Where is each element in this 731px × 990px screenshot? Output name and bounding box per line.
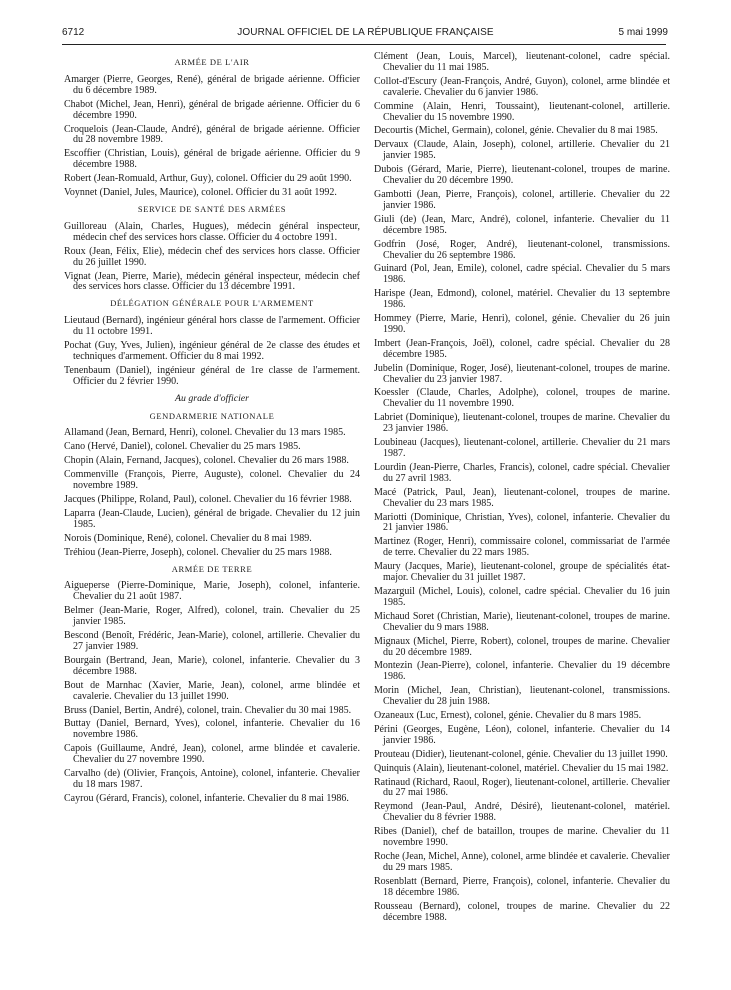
nomination-entry: Ozaneaux (Luc, Ernest), colonel, génie. Chevalier du 8 mars 1985.	[374, 710, 642, 722]
nomination-entry: Commenville (François, Pierre, Auguste), colonel. Chevalier du 24 novembre 1989.	[64, 469, 360, 492]
nomination-entry: Jubelin (Dominique, Roger, José), lieutenant-colonel, troupes de marine. Chevalier du 23 janvier 1987.	[374, 362, 670, 385]
left-column	[64, 52, 360, 808]
nomination-entry: Imbert (Jean-François, Joël), colonel, cadre spécial. Chevalier du 28 décembre 1985.	[374, 337, 670, 360]
nomination-entry: Maury (Jacques, Marie), lieutenant-colonel, groupe de spécialités état-major. Chevalier du 31 juillet 1987.	[374, 561, 670, 584]
nomination-entry: Montezin (Jean-Pierre), colonel, infanterie. Chevalier du 19 décembre 1986.	[374, 660, 670, 683]
nomination-entry: Michaud Soret (Christian, Marie), lieutenant-colonel, troupes de marine. Chevalier du 9 mars 1988.	[374, 610, 670, 633]
nomination-entry: Vignat (Jean, Pierre, Marie), médecin général inspecteur, médecin chef des services hors classe. Officier du 13 décembre 1991.	[64, 270, 360, 293]
nomination-entry: Ribes (Daniel), chef de bataillon, troupes de marine. Chevalier du 11 novembre 1990.	[374, 826, 670, 849]
section-heading: ARMÉE DE TERRE	[171, 563, 253, 574]
nomination-entry: Aigueperse (Pierre-Dominique, Marie, Joseph), colonel, infanterie. Chevalier du 21 août 1987.	[64, 580, 360, 603]
nomination-entry: Laparra (Jean-Claude, Lucien), général de brigade. Chevalier du 12 juin 1985.	[64, 507, 360, 530]
nomination-entry: Tenenbaum (Daniel), ingénieur général de 1re classe de l'armement. Officier du 2 février 1990.	[64, 364, 360, 387]
nomination-entry: Macé (Patrick, Paul, Jean), lieutenant-colonel, troupes de marine. Chevalier du 23 mars 1985.	[374, 486, 670, 509]
nomination-entry: Godfrin (José, Roger, André), lieutenant-colonel, transmissions. Chevalier du 26 septembre 1986.	[374, 238, 670, 261]
nomination-entry: Voynnet (Daniel, Jules, Maurice), colonel. Officier du 31 août 1992.	[64, 187, 337, 199]
nomination-entry: Capois (Guillaume, André, Jean), colonel, arme blindée et cavalerie. Chevalier du 27 novembre 1990.	[64, 743, 360, 766]
nomination-entry: Decourtis (Michel, Germain), colonel, génie. Chevalier du 8 mai 1985.	[374, 125, 658, 137]
nomination-entry: Rosenblatt (Bernard, Pierre, François), colonel, infanterie. Chevalier du 18 décembre 1986.	[374, 875, 670, 898]
nomination-entry: Collot-d'Escury (Jean-François, André, Guyon), colonel, arme blindée et cavalerie. Chevalier du 6 janvier 1986.	[374, 75, 670, 98]
nomination-entry: Mariotti (Dominique, Christian, Yves), colonel, infanterie. Chevalier du 21 janvier 1986.	[374, 511, 670, 534]
nomination-entry: Reymond (Jean-Paul, André, Désiré), lieutenant-colonel, matériel. Chevalier du 8 février 1988.	[374, 801, 670, 824]
nomination-entry: Robert (Jean-Romuald, Arthur, Guy), colonel. Officier du 29 août 1990.	[64, 173, 352, 185]
section-heading: GENDARMERIE NATIONALE	[149, 410, 275, 421]
nomination-entry: Périni (Georges, Eugène, Léon), colonel, infanterie. Chevalier du 14 janvier 1986.	[374, 723, 670, 746]
nomination-entry: Escoffier (Christian, Louis), général de brigade aérienne. Officier du 9 décembre 1988.	[64, 148, 360, 171]
nomination-entry: Roux (Jean, Félix, Elie), médecin chef des services hors classe. Officier du 26 juillet 1990.	[64, 245, 360, 268]
nomination-entry: Loubineau (Jacques), lieutenant-colonel, artillerie. Chevalier du 21 mars 1987.	[374, 437, 670, 459]
nomination-entry: Chopin (Alain, Fernand, Jacques), colonel. Chevalier du 26 mars 1988.	[64, 455, 349, 467]
nomination-entry: Allamand (Jean, Bernard, Henri), colonel. Chevalier du 13 mars 1985.	[64, 427, 346, 439]
nomination-entry: Guilloreau (Alain, Charles, Hugues), médecin général inspecteur, médecin chef des services hors classe. Officier du 4 octobre 1991.	[64, 220, 360, 243]
nomination-entry: Buttay (Daniel, Bernard, Yves), colonel, infanterie. Chevalier du 16 novembre 1986.	[64, 718, 360, 741]
header-rule	[62, 44, 666, 45]
nomination-entry: Chabot (Michel, Jean, Henri), général de brigade aérienne. Officier du 6 décembre 1990.	[64, 98, 360, 121]
section-heading: DÉLÉGATION GÉNÉRALE POUR L'ARMEMENT	[110, 298, 314, 309]
issue-date: 5 mai 1999	[618, 27, 668, 38]
nomination-entry: Cayrou (Gérard, Francis), colonel, infanterie. Chevalier du 8 mai 1986.	[64, 792, 349, 804]
nomination-entry: Jacques (Philippe, Roland, Paul), colonel. Chevalier du 16 février 1988.	[64, 494, 352, 505]
nomination-entry: Bruss (Daniel, Bertin, André), colonel, train. Chevalier du 30 mai 1985.	[64, 704, 352, 716]
page-number: 6712	[62, 27, 85, 38]
right-column	[374, 52, 670, 926]
nomination-entry: Quinquis (Alain), lieutenant-colonel, matériel. Chevalier du 15 mai 1982.	[374, 762, 669, 774]
nomination-entry: Lieutaud (Bernard), ingénieur général hors classe de l'armement. Officier du 11 octobre 1991.	[64, 315, 360, 338]
nomination-entry: Carvalho (de) (Olivier, François, Antoine), colonel, infanterie. Chevalier du 18 mars 1987.	[64, 768, 360, 790]
nomination-entry: Norois (Dominique, René), colonel. Chevalier du 8 mai 1989.	[64, 532, 312, 544]
nomination-entry: Harispe (Jean, Edmond), colonel, matériel. Chevalier du 13 septembre 1986.	[374, 288, 670, 311]
nomination-entry: Tréhiou (Jean-Pierre, Joseph), colonel. Chevalier du 25 mars 1988.	[64, 546, 332, 558]
nomination-entry: Roche (Jean, Michel, Anne), colonel, arme blindée et cavalerie. Chevalier du 29 mars 1985.	[374, 851, 670, 873]
nomination-entry: Cano (Hervé, Daniel), colonel. Chevalier du 25 mars 1985.	[64, 441, 301, 453]
nomination-entry: Dervaux (Claude, Alain, Joseph), colonel, artillerie. Chevalier du 21 janvier 1985.	[374, 139, 670, 162]
nomination-entry: Prouteau (Didier), lieutenant-colonel, génie. Chevalier du 13 juillet 1990.	[374, 748, 668, 760]
nomination-entry: Hommey (Pierre, Marie, Henri), colonel, génie. Chevalier du 26 juin 1990.	[374, 313, 670, 335]
nomination-entry: Rousseau (Bernard), colonel, troupes de marine. Chevalier du 22 décembre 1988.	[374, 900, 670, 923]
nomination-entry: Bescond (Benoît, Frédéric, Jean-Marie), colonel, artillerie. Chevalier du 27 janvier 1989.	[64, 630, 360, 652]
nomination-entry: Gambotti (Jean, Pierre, François), colonel, artillerie. Chevalier du 22 janvier 1986.	[374, 188, 670, 211]
nomination-entry: Martinez (Roger, Henri), commissaire colonel, commissariat de l'armée de terre. Chevalier du 22 mars 1985.	[374, 536, 670, 559]
nomination-entry: Belmer (Jean-Marie, Roger, Alfred), colonel, train. Chevalier du 25 janvier 1985.	[64, 605, 360, 628]
nomination-entry: Koessler (Claude, Charles, Adolphe), colonel, troupes de marine. Chevalier du 11 novembre 1990.	[374, 387, 670, 410]
nomination-entry: Pochat (Guy, Yves, Julien), ingénieur général de 2e classe des études et techniques d'armement. Officier du 8 mai 1992.	[64, 340, 360, 362]
nomination-entry: Croquelois (Jean-Claude, André), général de brigade aérienne. Officier du 28 novembre 1989.	[64, 123, 360, 146]
nomination-entry: Commine (Alain, Henri, Toussaint), lieutenant-colonel, artillerie. Chevalier du 15 novembre 1990.	[374, 100, 670, 123]
nomination-entry: Mazarguil (Michel, Louis), colonel, cadre spécial. Chevalier du 16 juin 1985.	[374, 585, 670, 608]
nomination-entry: Bourgain (Bertrand, Jean, Marie), colonel, infanterie. Chevalier du 3 décembre 1988.	[64, 654, 360, 677]
section-heading: ARMÉE DE L'AIR	[174, 57, 250, 67]
nomination-entry: Morin (Michel, Jean, Christian), lieutenant-colonel, transmissions. Chevalier du 28 juin 1988.	[374, 685, 670, 708]
grade-heading: Au grade d'officier	[175, 392, 249, 404]
page-header	[0, 27, 731, 43]
nomination-entry: Giuli (de) (Jean, Marc, André), colonel, infanterie. Chevalier du 11 décembre 1985.	[374, 213, 670, 236]
nomination-entry: Dubois (Gérard, Marie, Pierre), lieutenant-colonel, troupes de marine. Chevalier du 20 décembre 1990.	[374, 164, 670, 187]
nomination-entry: Bout de Marnhac (Xavier, Marie, Jean), colonel, arme blindée et cavalerie. Chevalier du 13 juillet 1990.	[64, 679, 360, 702]
nomination-entry: Guinard (Pol, Jean, Emile), colonel, cadre spécial. Chevalier du 5 mars 1986.	[374, 263, 670, 286]
journal-title: JOURNAL OFFICIEL DE LA RÉPUBLIQUE FRANÇAISE	[237, 27, 494, 38]
section-heading: SERVICE DE SANTÉ DES ARMÉES	[137, 203, 287, 214]
nomination-entry: Labriet (Dominique), lieutenant-colonel, troupes de marine. Chevalier du 23 janvier 1986.	[374, 412, 670, 435]
nomination-entry: Lourdin (Jean-Pierre, Charles, Francis), colonel, cadre spécial. Chevalier du 27 avril 1983.	[374, 461, 670, 484]
nomination-entry: Amarger (Pierre, Georges, René), général de brigade aérienne. Officier du 6 décembre 1989.	[64, 73, 360, 96]
nomination-entry: Ratinaud (Richard, Raoul, Roger), lieutenant-colonel, artillerie. Chevalier du 27 mai 1986.	[374, 776, 670, 799]
nomination-entry: Clément (Jean, Louis, Marcel), lieutenant-colonel, cadre spécial. Chevalier du 11 mai 1985.	[374, 51, 670, 73]
nomination-entry: Mignaux (Michel, Pierre, Robert), colonel, troupes de marine. Chevalier du 20 décembre 1989.	[374, 635, 670, 658]
